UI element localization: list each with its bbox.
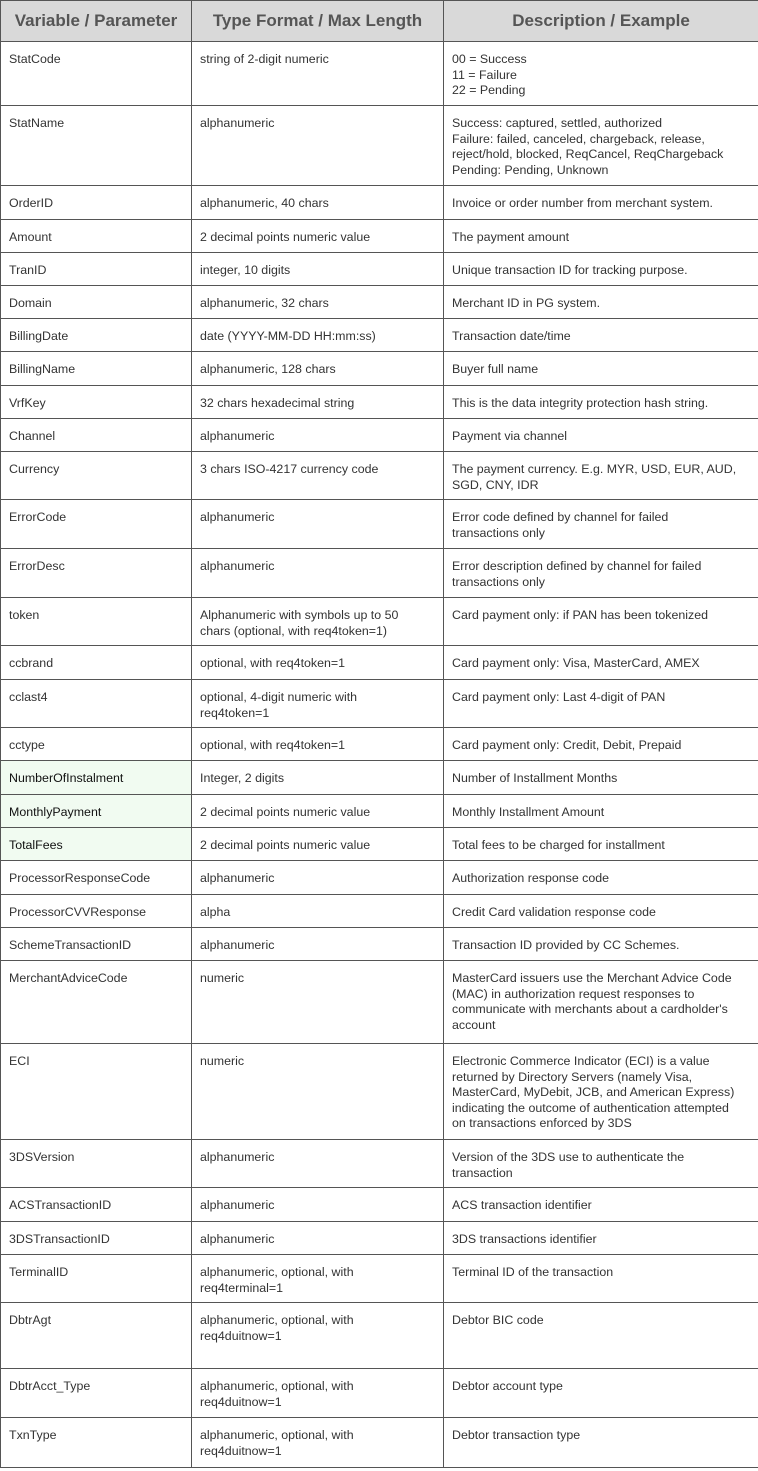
table-row (1, 386, 758, 419)
cell-variable (1, 928, 192, 961)
table-body (1, 42, 758, 1468)
cell-variable (1, 186, 192, 220)
type-line: alphanumeric (200, 938, 275, 952)
type-line: alphanumeric, optional, with (200, 1313, 354, 1327)
table-row (1, 106, 758, 186)
description-line: Unique transaction ID for tracking purpose. (452, 263, 688, 277)
table-row (1, 352, 758, 386)
cell-type (192, 828, 444, 861)
table-row (1, 1369, 758, 1418)
variable-name: ECI (9, 1054, 30, 1068)
header-row (1, 1, 758, 42)
cell-type (192, 795, 444, 828)
cell-description (444, 500, 758, 549)
type-line: alphanumeric (200, 429, 275, 443)
variable-name: ProcessorResponseCode (9, 871, 151, 885)
cell-description (444, 1140, 758, 1188)
type-line: 2 decimal points numeric value (200, 805, 371, 819)
description-line: Error code defined by channel for failed (452, 510, 669, 524)
cell-variable (1, 549, 192, 598)
cell-type (192, 1303, 444, 1369)
table-row (1, 1140, 758, 1188)
variable-name: ProcessorCVVResponse (9, 905, 147, 919)
description-line: 3DS transactions identifier (452, 1232, 597, 1246)
description-line: Electronic Commerce Indicator (ECI) is a value (452, 1054, 710, 1068)
cell-description (444, 319, 758, 352)
type-line: 3 chars ISO-4217 currency code (200, 462, 379, 476)
variable-name: NumberOfInstalment (9, 771, 124, 785)
cell-variable (1, 728, 192, 761)
header-type: Type Format / Max Length (192, 1, 444, 42)
description-line: 22 = Pending (452, 83, 526, 97)
table-row (1, 961, 758, 1044)
cell-type (192, 1188, 444, 1222)
variable-name: DbtrAcct_Type (9, 1379, 91, 1393)
type-line: optional, 4-digit numeric with (200, 690, 358, 704)
variable-name: DbtrAgt (9, 1313, 52, 1327)
description-line: reject/hold, blocked, ReqCancel, ReqChargeback (452, 147, 724, 161)
cell-description (444, 761, 758, 795)
type-line: alphanumeric (200, 871, 275, 885)
cell-description (444, 286, 758, 319)
variable-name: BillingDate (9, 329, 69, 343)
cell-type (192, 186, 444, 220)
cell-description (444, 1369, 758, 1418)
description-line: Merchant ID in PG system. (452, 296, 601, 310)
table-row (1, 319, 758, 352)
description-line: Transaction ID provided by CC Schemes. (452, 938, 680, 952)
type-line: req4token=1 (200, 705, 270, 720)
cell-description (444, 598, 758, 646)
description-line: Version of the 3DS use to authenticate the (452, 1150, 685, 1164)
table-row (1, 549, 758, 598)
description-line: communicate with merchants about a cardholder's (452, 1002, 728, 1016)
cell-type (192, 961, 444, 1044)
description-line: Pending: Pending, Unknown (452, 162, 609, 177)
variable-name: Channel (9, 429, 56, 443)
description-line: Card payment only: Credit, Debit, Prepaid (452, 738, 682, 752)
table-row (1, 1303, 758, 1369)
cell-type (192, 452, 444, 500)
type-line: alphanumeric, optional, with (200, 1379, 354, 1393)
variable-name: SchemeTransactionID (9, 938, 132, 952)
cell-description (444, 1255, 758, 1303)
cell-type (192, 1222, 444, 1255)
cell-variable (1, 286, 192, 319)
cell-type (192, 928, 444, 961)
table-row (1, 646, 758, 680)
table-row (1, 186, 758, 220)
cell-type (192, 42, 444, 106)
type-line: alphanumeric, 40 chars (200, 196, 329, 210)
type-line: alphanumeric (200, 559, 275, 573)
type-line: integer, 10 digits (200, 263, 291, 277)
type-line: alphanumeric, optional, with (200, 1428, 354, 1442)
variable-name: TranID (9, 263, 47, 277)
description-line: (MAC) in authorization request responses to (452, 986, 695, 1001)
description-line: Invoice or order number from merchant system. (452, 196, 713, 210)
description-line: transactions only (452, 525, 545, 540)
table-row (1, 828, 758, 861)
description-line: MasterCard, MyDebit, JCB, and American Express) (452, 1085, 735, 1099)
cell-variable (1, 319, 192, 352)
cell-variable (1, 1303, 192, 1369)
header-variable: Variable / Parameter (1, 1, 192, 42)
cell-description (444, 928, 758, 961)
table-row (1, 680, 758, 728)
table-row (1, 1188, 758, 1222)
cell-description (444, 961, 758, 1044)
cell-type (192, 598, 444, 646)
table-row (1, 1255, 758, 1303)
variable-name: TerminalID (9, 1265, 69, 1279)
description-line: account (452, 1017, 496, 1032)
cell-type (192, 728, 444, 761)
cell-description (444, 419, 758, 452)
type-line: req4duitnow=1 (200, 1328, 282, 1343)
table-row (1, 452, 758, 500)
variable-name: StatCode (9, 52, 61, 66)
cell-type (192, 761, 444, 795)
cell-variable (1, 352, 192, 386)
type-line: alphanumeric, optional, with (200, 1265, 354, 1279)
type-line: 32 chars hexadecimal string (200, 396, 355, 410)
type-line: 2 decimal points numeric value (200, 838, 371, 852)
cell-type (192, 1255, 444, 1303)
variable-name: MonthlyPayment (9, 805, 102, 819)
variable-name: TotalFees (9, 838, 63, 852)
type-line: date (YYYY-MM-DD HH:mm:ss) (200, 329, 376, 343)
cell-description (444, 828, 758, 861)
variable-name: MerchantAdviceCode (9, 971, 128, 985)
description-line: 00 = Success (452, 52, 527, 66)
cell-variable (1, 106, 192, 186)
cell-type (192, 253, 444, 286)
description-line: transaction (452, 1165, 513, 1180)
description-line: Debtor transaction type (452, 1428, 581, 1442)
type-line: req4duitnow=1 (200, 1443, 282, 1458)
variable-name: Domain (9, 296, 52, 310)
cell-variable (1, 795, 192, 828)
variable-name: 3DSTransactionID (9, 1232, 110, 1246)
cell-variable (1, 1255, 192, 1303)
cell-description (444, 861, 758, 895)
cell-variable (1, 646, 192, 680)
description-line: MasterCard issuers use the Merchant Advice Code (452, 971, 732, 985)
description-line: Failure: failed, canceled, chargeback, release, (452, 131, 705, 146)
description-line: Buyer full name (452, 362, 539, 376)
type-line: 2 decimal points numeric value (200, 230, 371, 244)
cell-type (192, 220, 444, 253)
cell-description (444, 1188, 758, 1222)
table-row (1, 728, 758, 761)
cell-description (444, 728, 758, 761)
table-row (1, 286, 758, 319)
description-line: Success: captured, settled, authorized (452, 116, 663, 130)
description-line: Credit Card validation response code (452, 905, 656, 919)
cell-variable (1, 1369, 192, 1418)
variable-name: VrfKey (9, 396, 46, 410)
table-row (1, 500, 758, 549)
description-line: Total fees to be charged for installment (452, 838, 665, 852)
variable-name: BillingName (9, 362, 76, 376)
cell-variable (1, 1044, 192, 1140)
description-line: Terminal ID of the transaction (452, 1265, 614, 1279)
description-line: Card payment only: Last 4-digit of PAN (452, 690, 666, 704)
description-line: Monthly Installment Amount (452, 805, 605, 819)
cell-type (192, 549, 444, 598)
description-line: Error description defined by channel for failed (452, 559, 702, 573)
table-row (1, 419, 758, 452)
table-row (1, 928, 758, 961)
cell-description (444, 1418, 758, 1468)
table-row (1, 795, 758, 828)
header-description: Description / Example (444, 1, 758, 42)
type-line: alphanumeric, 32 chars (200, 296, 329, 310)
description-line: This is the data integrity protection hash string. (452, 396, 709, 410)
cell-description (444, 646, 758, 680)
variable-name: ACSTransactionID (9, 1198, 112, 1212)
description-line: Debtor BIC code (452, 1313, 544, 1327)
cell-description (444, 186, 758, 220)
type-line: req4duitnow=1 (200, 1394, 282, 1409)
variable-name: ErrorDesc (9, 559, 65, 573)
type-line: Alphanumeric with symbols up to 50 (200, 608, 399, 622)
cell-variable (1, 253, 192, 286)
cell-description (444, 106, 758, 186)
variable-name: ccbrand (9, 656, 54, 670)
table-row (1, 761, 758, 795)
cell-type (192, 680, 444, 728)
table-row (1, 1044, 758, 1140)
table-row (1, 253, 758, 286)
description-line: Number of Installment Months (452, 771, 618, 785)
cell-variable (1, 761, 192, 795)
cell-type (192, 106, 444, 186)
type-line: string of 2-digit numeric (200, 52, 329, 66)
type-line: optional, with req4token=1 (200, 738, 346, 752)
variable-name: cctype (9, 738, 45, 752)
table-row (1, 1222, 758, 1255)
cell-type (192, 386, 444, 419)
cell-description (444, 1044, 758, 1140)
description-line: ACS transaction identifier (452, 1198, 592, 1212)
cell-variable (1, 220, 192, 253)
table-row (1, 220, 758, 253)
type-line: Integer, 2 digits (200, 771, 285, 785)
cell-description (444, 1222, 758, 1255)
cell-description (444, 795, 758, 828)
type-line: alpha (200, 905, 231, 919)
cell-variable (1, 861, 192, 895)
variable-name: StatName (9, 116, 65, 130)
variable-name: token (9, 608, 40, 622)
cell-description (444, 1303, 758, 1369)
cell-variable (1, 828, 192, 861)
cell-type (192, 419, 444, 452)
type-line: chars (optional, with req4token=1) (200, 623, 387, 638)
variable-name: cclast4 (9, 690, 48, 704)
description-line: Card payment only: Visa, MasterCard, AMEX (452, 656, 700, 670)
table-row (1, 598, 758, 646)
description-line: The payment currency. E.g. MYR, USD, EUR, AUD, (452, 462, 737, 476)
cell-description (444, 352, 758, 386)
description-line: SGD, CNY, IDR (452, 477, 539, 492)
cell-description (444, 253, 758, 286)
cell-variable (1, 680, 192, 728)
cell-type (192, 319, 444, 352)
table-row (1, 895, 758, 928)
type-line: alphanumeric (200, 1198, 275, 1212)
cell-type (192, 500, 444, 549)
cell-description (444, 42, 758, 106)
cell-variable (1, 452, 192, 500)
cell-description (444, 680, 758, 728)
description-line: Card payment only: if PAN has been tokenized (452, 608, 708, 622)
cell-description (444, 220, 758, 253)
cell-type (192, 352, 444, 386)
type-line: alphanumeric (200, 510, 275, 524)
cell-description (444, 895, 758, 928)
variable-name: OrderID (9, 196, 54, 210)
cell-variable (1, 419, 192, 452)
cell-type (192, 1369, 444, 1418)
type-line: numeric (200, 1054, 245, 1068)
cell-variable (1, 1222, 192, 1255)
variable-name: Amount (9, 230, 52, 244)
cell-type (192, 861, 444, 895)
description-line: on transactions enforced by 3DS (452, 1116, 632, 1130)
cell-description (444, 386, 758, 419)
table-row (1, 861, 758, 895)
table-row (1, 1418, 758, 1468)
description-line: indicating the outcome of authentication attempted (452, 1100, 729, 1115)
variable-name: Currency (9, 462, 60, 476)
cell-variable (1, 1418, 192, 1468)
type-line: alphanumeric, 128 chars (200, 362, 336, 376)
cell-type (192, 1418, 444, 1468)
cell-variable (1, 895, 192, 928)
variable-name: TxnType (9, 1428, 57, 1442)
description-line: Authorization response code (452, 871, 610, 885)
table-header (1, 1, 758, 42)
description-line: Payment via channel (452, 429, 568, 443)
variable-name: 3DSVersion (9, 1150, 75, 1164)
cell-variable (1, 386, 192, 419)
table-row (1, 42, 758, 106)
description-line: Transaction date/time (452, 329, 571, 343)
cell-type (192, 895, 444, 928)
description-line: returned by Directory Servers (namely Visa, (452, 1069, 693, 1084)
cell-variable (1, 42, 192, 106)
description-line: Debtor account type (452, 1379, 563, 1393)
cell-type (192, 1140, 444, 1188)
type-line: optional, with req4token=1 (200, 656, 346, 670)
cell-variable (1, 1188, 192, 1222)
type-line: alphanumeric (200, 1232, 275, 1246)
description-line: 11 = Failure (452, 67, 517, 82)
description-line: The payment amount (452, 230, 570, 244)
cell-type (192, 646, 444, 680)
variable-name: ErrorCode (9, 510, 67, 524)
cell-variable (1, 500, 192, 549)
type-line: alphanumeric (200, 116, 275, 130)
cell-type (192, 286, 444, 319)
description-line: transactions only (452, 574, 545, 589)
cell-type (192, 1044, 444, 1140)
cell-variable (1, 1140, 192, 1188)
cell-description (444, 549, 758, 598)
cell-variable (1, 598, 192, 646)
type-line: numeric (200, 971, 245, 985)
type-line: alphanumeric (200, 1150, 275, 1164)
cell-description (444, 452, 758, 500)
type-line: req4terminal=1 (200, 1280, 283, 1295)
cell-variable (1, 961, 192, 1044)
